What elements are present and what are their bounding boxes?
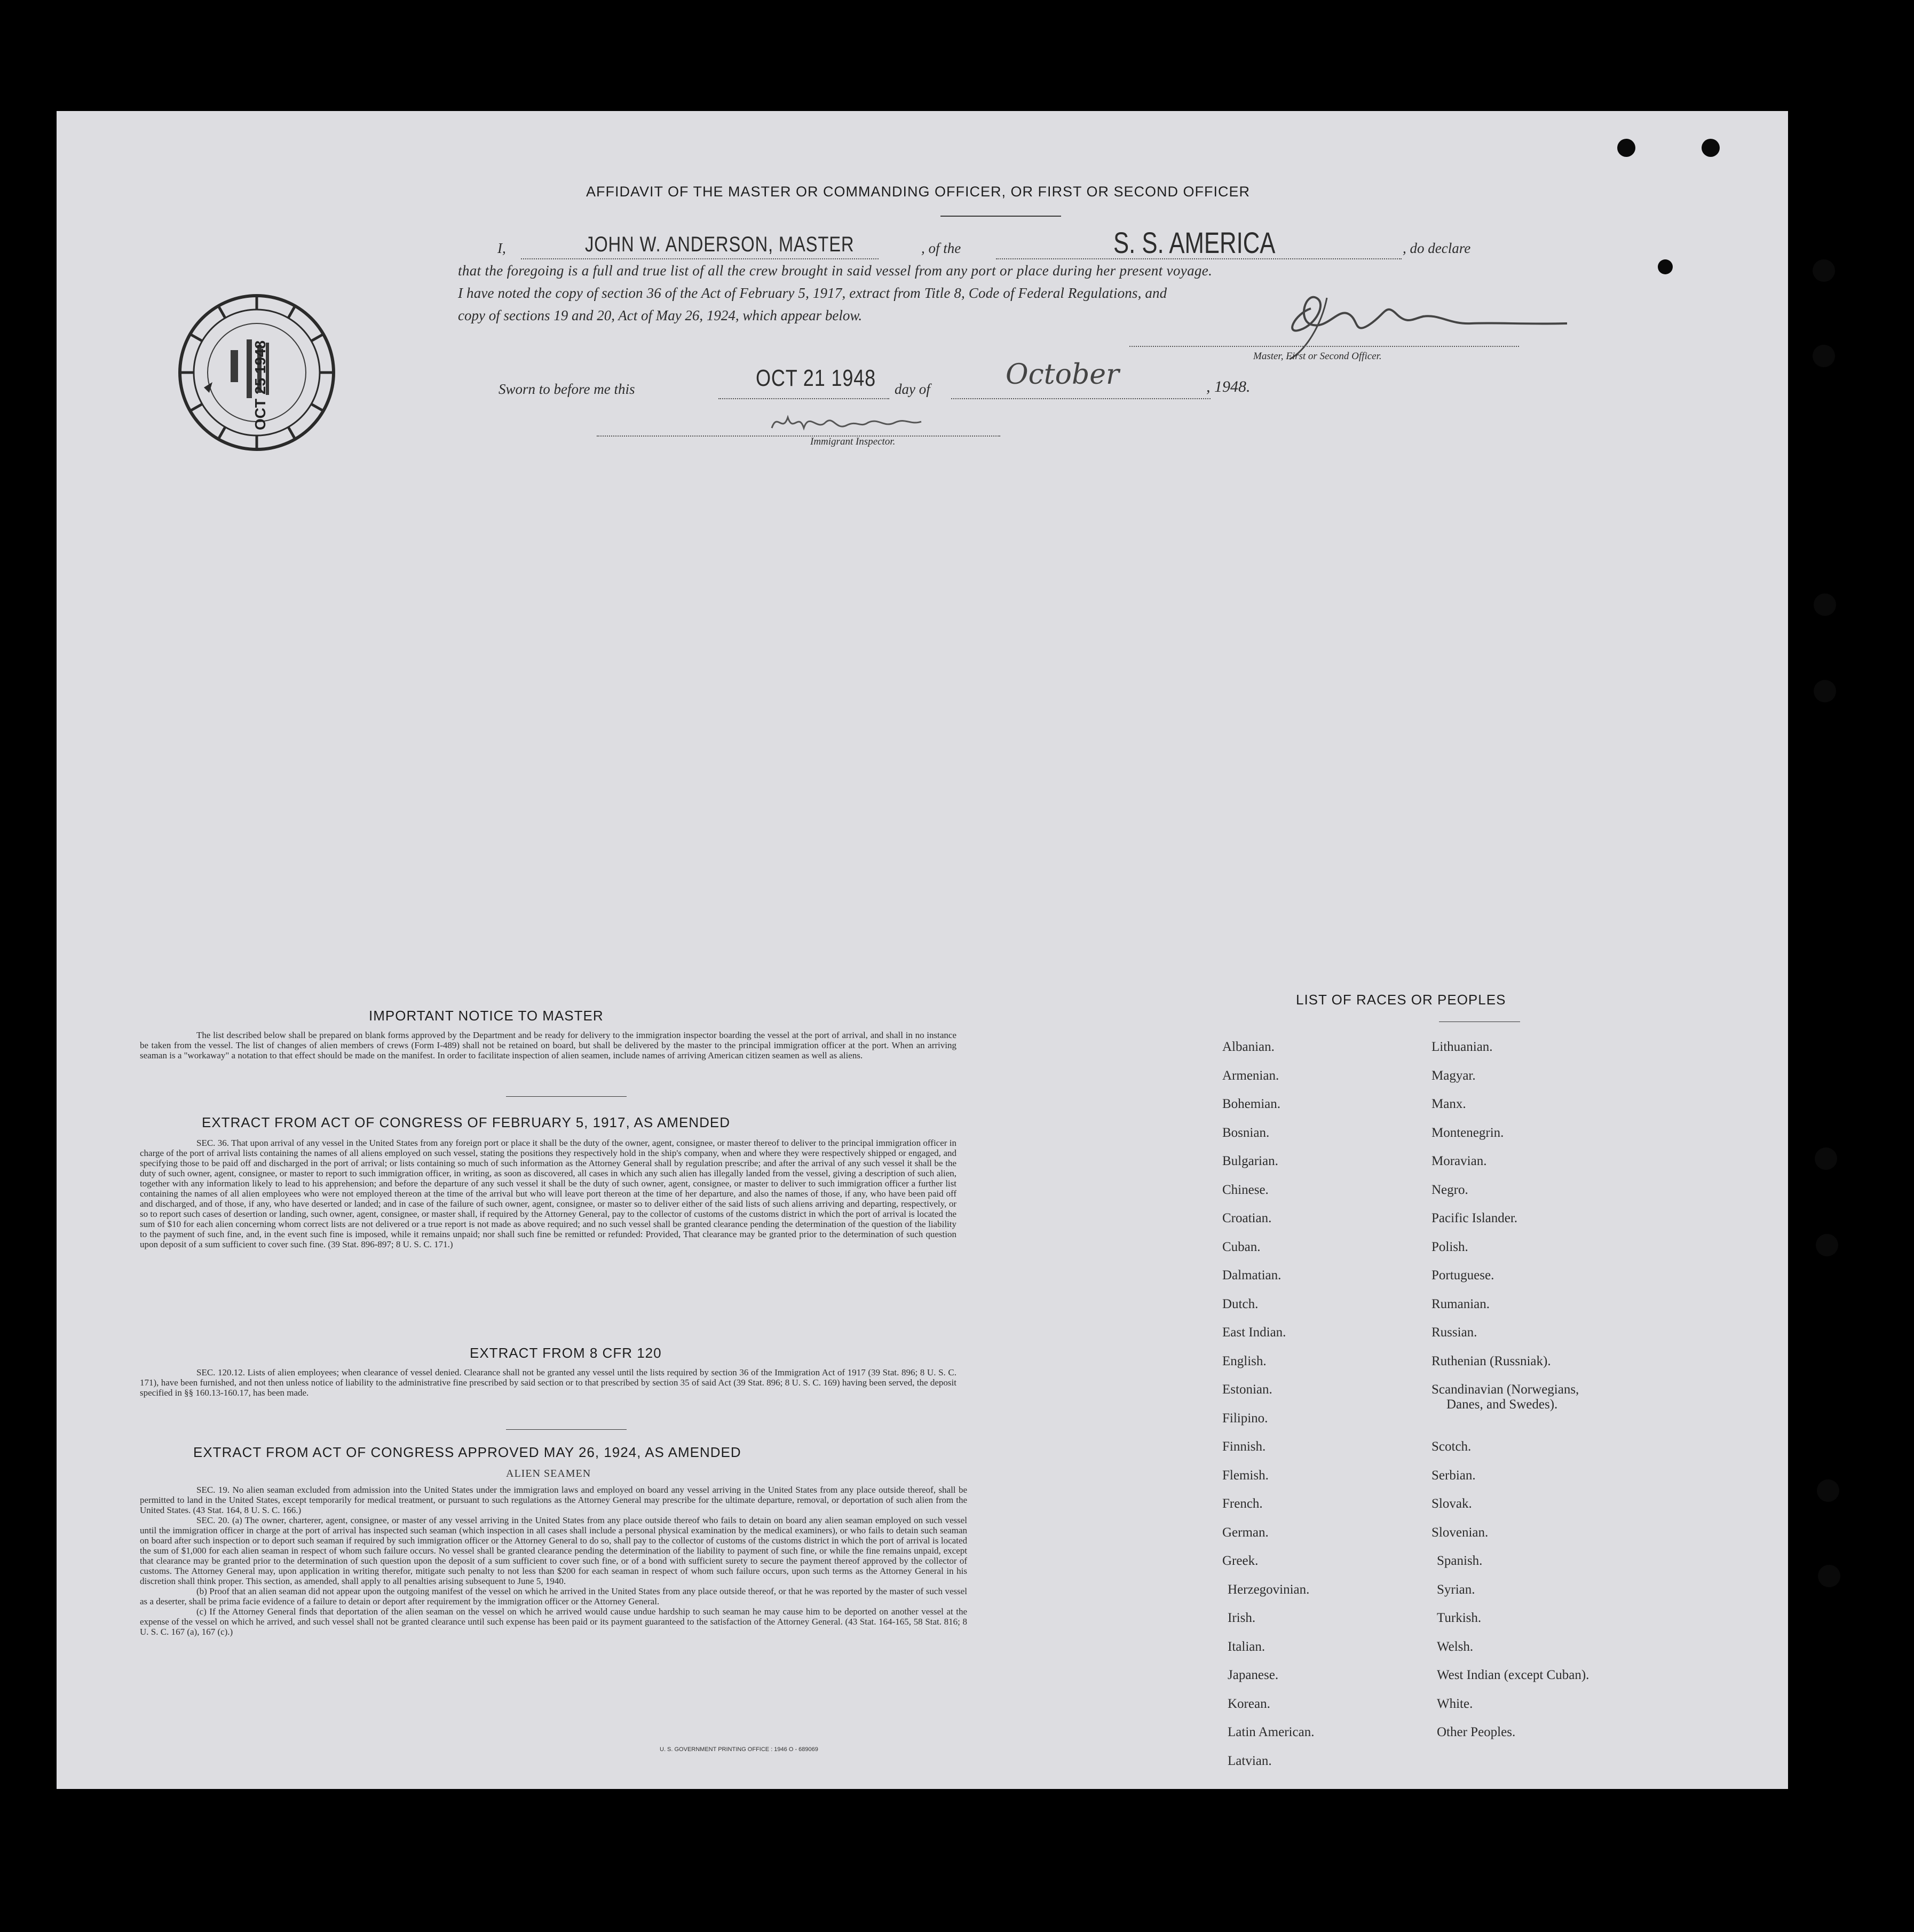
race-list-item: Turkish. [1437,1611,1482,1625]
notice-title: IMPORTANT NOTICE TO MASTER [369,1008,604,1024]
race-list-item: German. [1222,1525,1269,1540]
binder-hole-icon [1814,593,1836,616]
binder-hole-icon [1658,259,1673,274]
race-list-item: Armenian. [1222,1068,1279,1083]
affidavit-title: AFFIDAVIT OF THE MASTER OR COMMANDING OFFICER, OR FIRST OR SECOND OFFICER [586,184,1251,200]
race-list-item: Serbian. [1431,1468,1476,1483]
divider [506,1096,627,1097]
day-of-label: day of [895,381,930,397]
race-list-item: Magyar. [1431,1068,1476,1083]
race-list-item: English. [1222,1353,1267,1368]
affidavit-of-the: , of the [921,240,961,256]
race-list-item: Flemish. [1222,1468,1269,1483]
affidavit-declare: , do declare [1403,240,1471,256]
extract-1924-subtitle: ALIEN SEAMEN [506,1468,591,1479]
vessel-name-stamp: S. S. AMERICA [1113,226,1276,259]
binder-hole-icon [1816,1234,1838,1256]
race-list-item: Bohemian. [1222,1097,1281,1111]
race-list-item: Herzegovinian. [1228,1582,1310,1597]
race-list-item: Latvian. [1228,1753,1272,1768]
sec-19-text: SEC. 19. No alien seaman excluded from admission into the United States under the immigration laws and employed on board any vessel arriving in the United States from any place outside thereof, shall be permitted to land in the United States, except temporarily for medical treatment, or pursuant to such regulations as the Attorney General may prescribe for the ultimate departure, removal, or deportation of such alien from the United States. (43 Stat. 164, 8 U. S. C. 166.) [140,1485,967,1515]
race-list-item: Moravian. [1431,1154,1487,1168]
binder-hole-icon [1617,139,1635,157]
extract-1924-title: EXTRACT FROM ACT OF CONGRESS APPROVED MAY 26, 1924, AS AMENDED [193,1444,741,1460]
race-list-item: Negro. [1431,1182,1468,1197]
race-list-item: Portuguese. [1431,1268,1494,1282]
binder-hole-icon [1815,1147,1837,1170]
date-stamp-date: OCT 25 1948 [252,340,268,430]
extract-1917-body: SEC. 36. That upon arrival of any vessel in the United States from any foreign port or place it shall be the duty of the owner, agent, consignee, or master thereof to deliver to the principal immigration officer in charge of the port of arrival lists containing the names of all aliens employed on such vessel, stating the positions they respectively hold in the ship's company, when and where they were respectively shipped or engaged, and specifying those to be paid off and discharged in the port of arrival; or lists containing so much of such information as the Attorney General shall by regulation prescribe; and after the arrival of any such vessel it shall be the duty of such owner, agent, consignee, or master to report to such immigration officer, in writing, as soon as discovered, all cases in which any such alien has illegally landed from the vessel, giving a description of such alien, together with any information likely to lead to his apprehension; and before the departure of any such vessel it shall be the duty of such owner, agent, consignee, or master to deliver to such immigration officer a further list containing the names of all alien employees who were not employed thereon at the time of the arrival but who will leave port thereon at the time of her departure, and also the names of those, if any, who have been paid off and discharged, and of those, if any, who have deserted or landed; and in case of the failure of such owner, agent, consignee, or master so to deliver either of the said lists of such aliens arriving and departing, respectively, or so to report such cases of desertion or landing, such owner, agent, consignee, or master shall, if required by the Attorney General, pay to the collector of customs of the customs district in which the port of arrival is located the sum of $10 for each alien concerning whom correct lists are not delivered or a true report is not made as above required; and no such vessel shall be granted clearance pending the determination of the question of the liability to the payment of such fine, and, in the event such fine is imposed, while it remains unpaid; nor shall such fine be remitted or refunded: Provided, That clearance may be granted prior to the determination of such question upon deposit of a sum sufficient to cover such fine. (39 Stat. 896-897; 8 U. S. C. 171.) [140,1138,956,1249]
binder-hole-icon [1813,259,1835,282]
race-list-item: Scotch. [1431,1439,1472,1454]
race-list-item: Filipino. [1222,1411,1268,1426]
binder-hole-icon [1817,1479,1839,1502]
race-list-item: Danes, and Swedes). [1446,1397,1558,1412]
race-list-item: Polish. [1431,1239,1468,1254]
race-list-item: Lithuanian. [1431,1040,1493,1054]
handwritten-month: October [1006,359,1119,391]
signature-line [1129,346,1519,347]
sec-20b-text: (b) Proof that an alien seaman did not appear upon the outgoing manifest of the vessel on which he arrived in the United States from any place outside thereof, or that he was reported by the master of such vessel as a deserter, shall be prima facie evidence of a failure to detain or deport after requirement by the immigration officer or the Attorney General. [140,1586,967,1606]
race-list-item: Montenegrin. [1431,1125,1504,1140]
race-list-item: Cuban. [1222,1239,1261,1254]
date-stamp [172,291,342,454]
master-name-stamp: JOHN W. ANDERSON, MASTER [585,233,855,256]
race-list-item: Bosnian. [1222,1125,1270,1140]
printing-office-note: U. S. GOVERNMENT PRINTING OFFICE : 1946 O - 689069 [660,1746,818,1753]
race-list-item: Ruthenian (Russniak). [1431,1353,1551,1368]
races-title: LIST OF RACES OR PEOPLES [1296,992,1506,1008]
affidavit-line-3: I have noted the copy of section 36 of the Act of February 5, 1917, extract from Title 8, Code of Federal Regulations, and [458,285,1167,301]
race-list-item: Dalmatian. [1222,1268,1282,1282]
notice-body: The list described below shall be prepared on blank forms approved by the Department and be ready for delivery to the immigration inspector boarding the vessel at the port of arrival, and shall in no instance be taken from the vessel. The list of changes of alien members of crews (Form I-489) shall not be retained on board, but shall be delivered by the master to the principal immigration officer at the port. When an arriving seaman is a "workaway" a notation to that effect should be made on the manifest. In order to facilitate inspection of alien seamen, include names of arriving American citizen seamen as well as aliens. [140,1030,956,1060]
race-list-item: Scandinavian (Norwegians, [1431,1382,1579,1397]
race-list-item: Slovak. [1431,1496,1472,1511]
sec-20a-text: SEC. 20. (a) The owner, charterer, agent, consignee, or master of any vessel arriving in the United States from any place outside thereof who fails to detain on board any alien seaman employed on such vessel until the immigration officer in charge at the port of arrival has inspected such seaman (which inspection in all cases shall include a personal physical examination by the medical examiners), or who fails to detain such seaman on board after such inspection or to deport such seaman if required by such immigration officer or the Attorney General to do so, shall pay to the collector of customs of the customs district in which the port of arrival is located the sum of $1,000 for each alien seaman in respect of whom such failure occurs. No vessel shall be granted clearance pending the determination of the liability to payment of such fine, or while the fine remains unpaid, except that clearance may be granted prior to the determination of such question upon the deposit of a sum sufficient to cover such fine, or of a bond with sufficient surety to secure the payment thereof approved by the collector of customs. The Attorney General may, upon application in writing therefor, mitigate such penalty to not less than $200 for each seaman in respect of whom such failure occurs, upon such terms as the Attorney General in his discretion shall think proper. This section, as amended, shall apply to all penalties arising subsequent to June 5, 1940. [140,1515,967,1586]
extract-cfr-body: SEC. 120.12. Lists of alien employees; when clearance of vessel denied. Clearance shall not be granted any vessel until the lists required by section 36 of the Immigration Act of 1917 (39 Stat. 896; 8 U. S. C. 171), have been furnished, and not then unless notice of liability to the administrative fine prescribed by said section or to that prescribed by section 35 of said Act (39 Stat. 896; 8 U. S. C. 169) having been served, the deposit specified in §§ 160.13-160.17, has been made. [140,1367,956,1398]
affidavit-pronoun: I, [497,240,506,256]
extract-cfr-title: EXTRACT FROM 8 CFR 120 [470,1345,662,1361]
race-list-item: White. [1437,1696,1473,1711]
race-list-item: East Indian. [1222,1325,1286,1340]
race-list-item: Croatian. [1222,1211,1272,1225]
binder-hole-icon [1814,680,1836,702]
signature-caption: Master, First or Second Officer. [1253,351,1382,362]
race-list-item: Latin American. [1228,1725,1315,1739]
year-suffix: , 1948. [1206,378,1251,395]
race-list-item: Dutch. [1222,1296,1259,1311]
race-list-item: Manx. [1431,1097,1466,1111]
race-list-item: Rumanian. [1431,1296,1490,1311]
race-list-item: Spanish. [1437,1554,1483,1568]
race-list-item: Albanian. [1222,1040,1275,1054]
race-list-item: Chinese. [1222,1182,1269,1197]
race-list-item: French. [1222,1496,1263,1511]
extract-1924-body [140,1485,967,1637]
binder-hole-icon [1702,139,1720,157]
race-list-item: Irish. [1228,1611,1256,1625]
binder-hole-icon [1818,1565,1840,1587]
affidavit-line-4: copy of sections 19 and 20, Act of May 26, 1924, which appear below. [458,307,863,323]
form-sheet [57,111,1788,1789]
inspector-caption: Immigrant Inspector. [810,436,896,447]
race-list-item: Bulgarian. [1222,1154,1278,1168]
race-list-item: Slovenian. [1431,1525,1489,1540]
divider [506,1429,627,1430]
race-list-item: Welsh. [1437,1639,1474,1654]
divider [940,216,1061,217]
race-list-item: Russian. [1431,1325,1477,1340]
race-list-item: Other Peoples. [1437,1725,1516,1739]
sworn-date-line [718,398,889,399]
race-list-item: Estonian. [1222,1382,1272,1397]
binder-hole-icon [1813,345,1835,367]
race-list-item: Korean. [1228,1696,1270,1711]
race-list-item: Syrian. [1437,1582,1475,1597]
sworn-date-stamp: OCT 21 1948 [756,365,876,391]
inspector-line [597,436,1000,437]
race-list-item: Pacific Islander. [1431,1211,1518,1225]
affidavit-line-2: that the foregoing is a full and true list of all the crew brought in said vessel from any port or place during her present voyage. [458,263,1213,279]
race-list-item: Greek. [1222,1554,1259,1568]
extract-1917-title: EXTRACT FROM ACT OF CONGRESS OF FEBRUARY 5, 1917, AS AMENDED [202,1114,730,1130]
month-line [951,398,1211,399]
race-list-item: Japanese. [1228,1668,1279,1682]
race-list-item: Finnish. [1222,1439,1266,1454]
race-list-item: West Indian (except Cuban). [1437,1668,1589,1682]
race-list-item: Italian. [1228,1639,1266,1654]
sworn-prefix: Sworn to before me this [499,381,635,397]
sec-20c-text: (c) If the Attorney General finds that deportation of the alien seaman on the vessel on which he arrived would cause undue hardship to such seaman he may cause him to be deported on another vessel at the expense of the vessel on which he arrived, and such vessel shall not be granted clearance until such expense has been paid or its payment guaranteed to the satisfaction of the Attorney General. (43 Stat. 164-165, 58 Stat. 816; 8 U. S. C. 167 (a), 167 (c).) [140,1606,967,1637]
